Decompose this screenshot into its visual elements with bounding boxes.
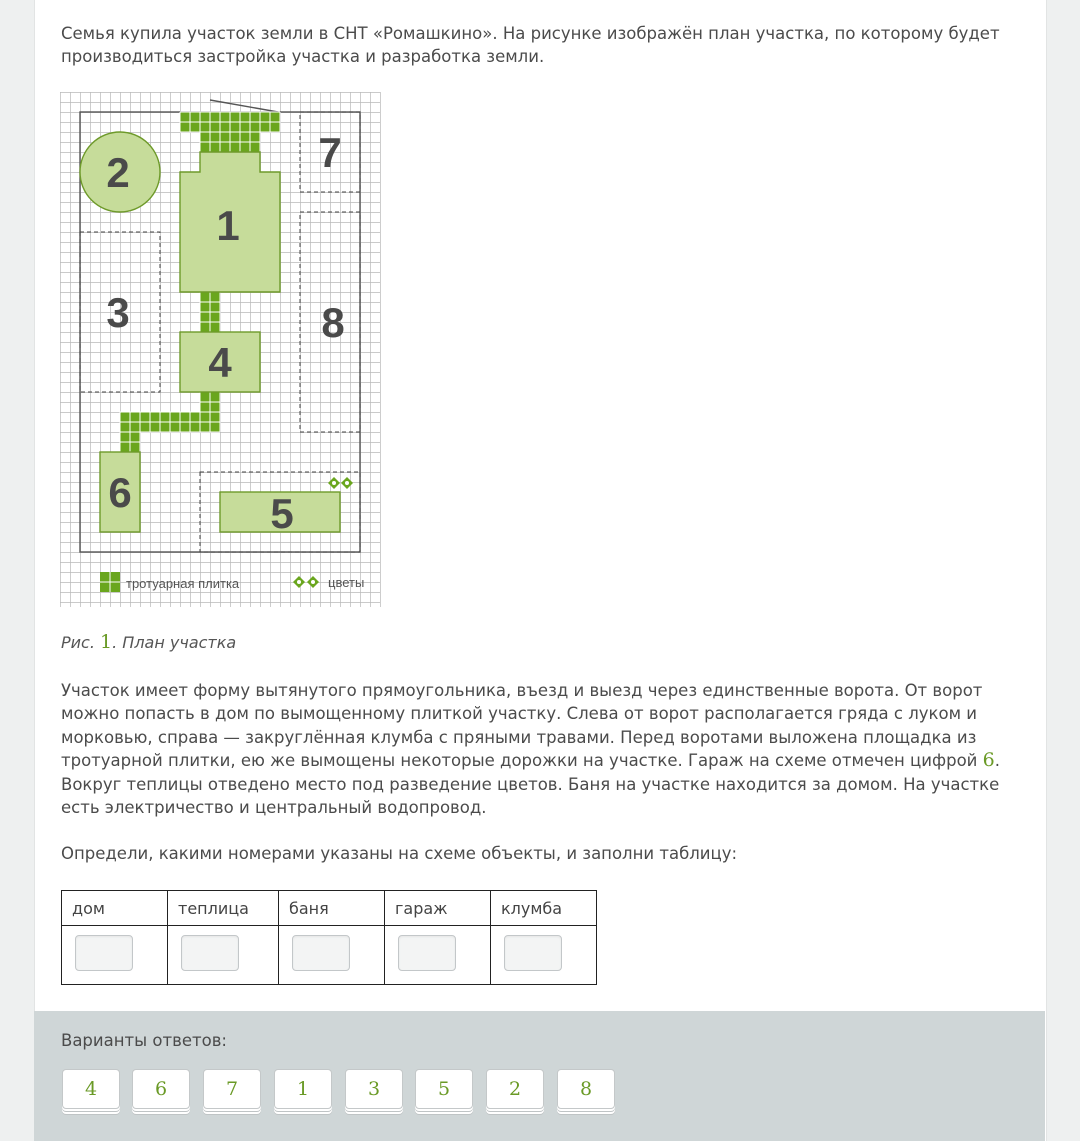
label-garden-bed: 3 (106, 289, 130, 336)
answer-chip[interactable]: 4 (62, 1069, 120, 1109)
legend-flowers-label: цветы (328, 575, 365, 590)
drop-slot-house[interactable] (75, 935, 133, 971)
label-zone-7: 7 (318, 129, 342, 176)
paving-tiles (180, 112, 280, 132)
answer-chip[interactable]: 8 (557, 1069, 615, 1109)
description-after: . Вокруг теплицы отведено место под разведение цветов. Баня на участке находится за домом. На участке есть электричество и центральный водопровод. (61, 751, 1000, 818)
answer-variants-panel (34, 1011, 1045, 1141)
caption-suffix: . План участка (112, 633, 237, 652)
question-text: Определи, какими номерами указаны на схеме объекты, и заполни таблицу: (61, 844, 738, 863)
site-plan (60, 92, 384, 612)
answer-table-slot-row (62, 926, 597, 985)
paving-tiles (120, 412, 220, 432)
slot-cell-house (62, 926, 168, 985)
flower-center (345, 481, 349, 485)
answer-chip[interactable]: 3 (345, 1069, 403, 1109)
answer-chip[interactable]: 1 (274, 1069, 332, 1109)
header-greenhouse: теплица (168, 891, 279, 926)
slot-cell-flowerbed (491, 926, 597, 985)
header-bathhouse: баня (279, 891, 385, 926)
answer-table-header-row (62, 891, 597, 926)
paving-tiles (200, 392, 220, 412)
drop-slot-garage[interactable] (398, 935, 456, 971)
drop-slot-bathhouse[interactable] (292, 935, 350, 971)
answer-chip[interactable]: 2 (486, 1069, 544, 1109)
paving-tiles (200, 292, 220, 332)
paving-tiles (120, 432, 140, 452)
legend-flowers-swatch (293, 576, 319, 588)
answer-chip[interactable]: 6 (132, 1069, 190, 1109)
caption-number: 1 (100, 631, 113, 653)
header-house: дом (62, 891, 168, 926)
caption-prefix: Рис. (61, 633, 95, 652)
label-bathhouse: 4 (208, 339, 232, 386)
answer-table (61, 890, 597, 985)
label-greenhouse: 5 (270, 490, 294, 537)
slot-cell-bathhouse (279, 926, 385, 985)
intro-text: Семья купила участок земли в СНТ «Ромашкино». На рисунке изображён план участка, по которому будет производиться застройка участка и разработка земли. (61, 24, 1000, 66)
legend-tiles-label: тротуарная плитка (126, 576, 240, 591)
variants-title: Варианты ответов: (61, 1031, 227, 1050)
legend-tile-swatch (100, 572, 120, 592)
label-zone-8: 8 (321, 299, 345, 346)
description-highlight: 6 (982, 749, 995, 772)
flower-center (297, 580, 301, 584)
drop-slot-flowerbed[interactable] (504, 935, 562, 971)
answer-chip[interactable]: 5 (415, 1069, 473, 1109)
header-garage: гараж (385, 891, 491, 926)
answer-chip[interactable]: 7 (203, 1069, 261, 1109)
flower-center (311, 580, 315, 584)
header-flowerbed: клумба (491, 891, 597, 926)
flower-center (332, 481, 336, 485)
drop-slot-greenhouse[interactable] (181, 935, 239, 971)
label-flowerbed: 2 (106, 149, 130, 196)
slot-cell-garage (385, 926, 491, 985)
description-before: Участок имеет форму вытянутого прямоугольника, въезд и выезд через единственные ворота. От ворот можно попасть в дом по вымощенному плиткой участку. Слева от ворот располагается гряда с луком и морковью, справа — закруглённая клумба с пряными травами. Перед воротами выложена площадка из тротуарной плитки, ею же вымощены некоторые дорожки на участке. Гараж на схеме отмечен цифрой (61, 681, 983, 771)
paving-tiles (200, 132, 260, 152)
label-house: 1 (216, 202, 240, 249)
figure-caption (61, 631, 236, 653)
description-text (61, 679, 1026, 819)
slot-cell-greenhouse (168, 926, 279, 985)
label-garage: 6 (108, 469, 132, 516)
